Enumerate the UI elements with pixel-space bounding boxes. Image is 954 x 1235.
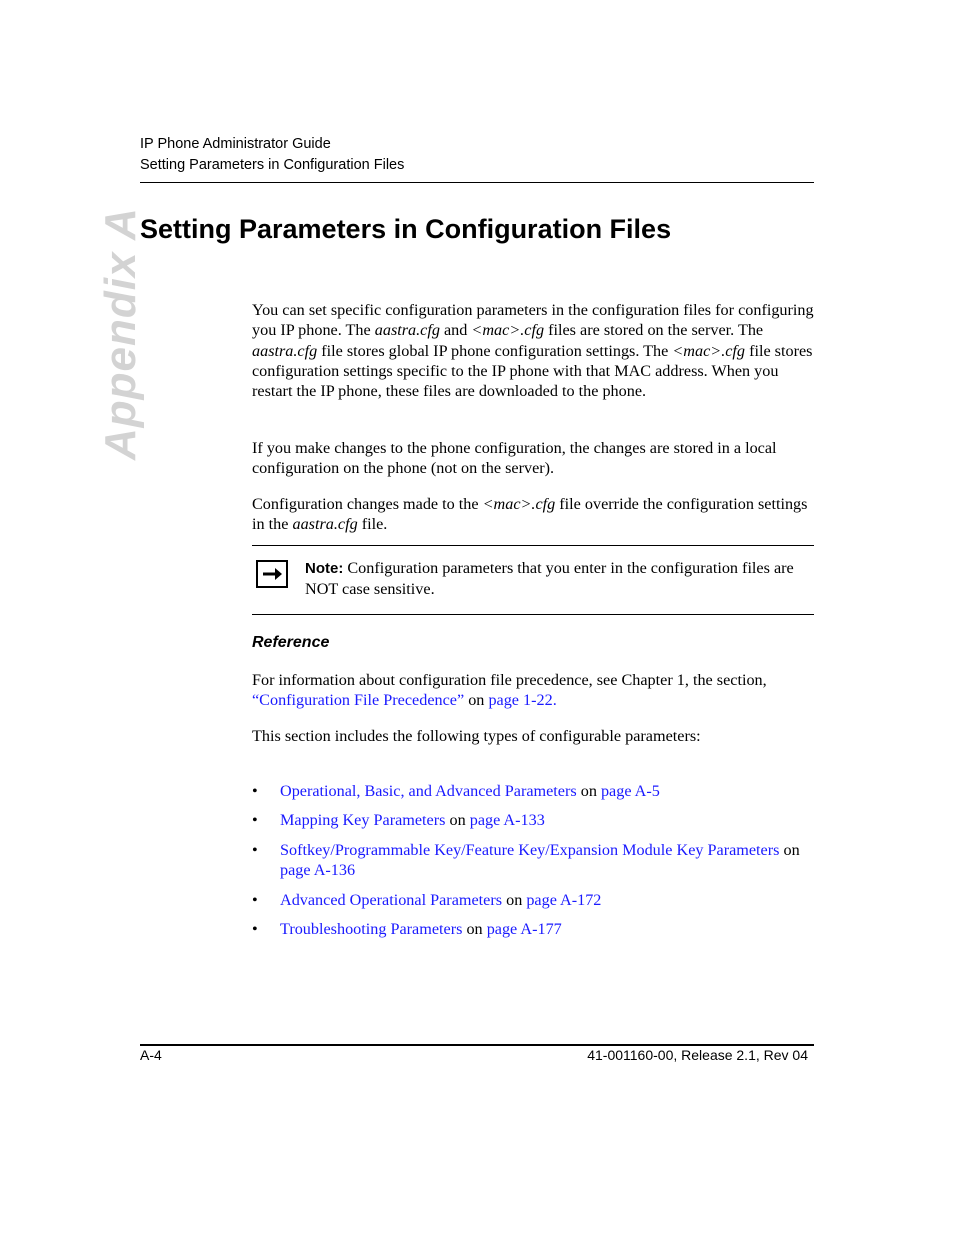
- filename: <mac>.cfg: [471, 321, 545, 340]
- changes-paragraph: If you make changes to the phone configuration, the changes are stored in a local configuration on the phone (not on the server).: [252, 439, 777, 478]
- running-header-section: Setting Parameters in Configuration Files: [140, 157, 405, 173]
- topic-link[interactable]: Operational, Basic, and Advanced Parameters: [280, 782, 577, 800]
- appendix-side-tab: Appendix A: [96, 207, 145, 460]
- note-box: [305, 558, 813, 600]
- topic-link[interactable]: Softkey/Programmable Key/Feature Key/Expansion Module Key Parameters: [280, 840, 780, 859]
- topic-link[interactable]: Advanced Operational Parameters: [280, 890, 503, 909]
- topic-link[interactable]: Troubleshooting Parameters: [280, 920, 463, 939]
- topic-link[interactable]: Mapping Key Parameters: [280, 811, 446, 830]
- page-link[interactable]: page A-5: [600, 782, 660, 800]
- intro-paragraph: [252, 300, 814, 401]
- list-item: [252, 890, 814, 910]
- bullet-marker: •: [252, 890, 258, 909]
- note-bottom-rule: [252, 614, 814, 615]
- intro-text: files are stored on the server. The: [544, 321, 764, 340]
- arrow-right-icon: [256, 560, 288, 588]
- filename: <mac>.cfg: [672, 341, 746, 360]
- section-intro-paragraph: This section includes the following types of configurable parameters:: [252, 727, 701, 745]
- running-header-title: IP Phone Administrator Guide: [140, 136, 331, 152]
- list-text: on: [779, 840, 800, 859]
- reference-heading: Reference: [252, 634, 330, 651]
- filename: aastra.cfg: [374, 321, 440, 340]
- config-precedence-link[interactable]: “Configuration File Precedence”: [252, 691, 465, 710]
- note-top-rule: [252, 545, 814, 546]
- bullet-marker: •: [252, 811, 258, 830]
- bullet-marker: •: [252, 840, 258, 859]
- page-link[interactable]: page A-177: [486, 920, 562, 939]
- override-text: file override the configuration settings in the: [252, 495, 808, 534]
- page-link[interactable]: page A-172: [526, 890, 602, 909]
- page-link[interactable]: page A-136: [280, 861, 356, 880]
- reference-text: on: [464, 691, 489, 710]
- list-text: on: [462, 920, 487, 939]
- filename: aastra.cfg: [252, 341, 318, 360]
- list-item: [252, 840, 814, 881]
- list-text: on: [445, 811, 470, 830]
- document-id: 41-001160-00, Release 2.1, Rev 04: [587, 1047, 808, 1063]
- header-divider: [140, 182, 814, 183]
- reference-paragraph: [252, 670, 814, 711]
- bullet-marker: •: [252, 782, 258, 800]
- list-item: [252, 919, 814, 939]
- override-text: Configuration changes made to the: [252, 495, 483, 513]
- override-text: file.: [357, 515, 388, 534]
- list-item: [252, 810, 814, 830]
- list-item: [252, 781, 814, 801]
- page-number: A-4: [140, 1047, 162, 1063]
- note-text: Configuration parameters that you enter in the configuration files are NOT case sensitive.: [305, 559, 794, 599]
- intro-text: file stores configuration settings specific to the IP phone with that MAC address. When you restart the IP phone, these files are downloaded to the phone.: [252, 341, 813, 401]
- bullet-marker: •: [252, 920, 258, 939]
- filename: <mac>.cfg: [482, 495, 556, 513]
- page-link[interactable]: page 1-22.: [488, 691, 557, 710]
- intro-text: and: [439, 321, 472, 340]
- page-link[interactable]: page A-133: [469, 811, 545, 830]
- list-text: on: [576, 782, 601, 800]
- list-text: on: [502, 890, 527, 909]
- intro-text: file stores global IP phone configuration settings. The: [317, 341, 673, 360]
- intro-text: You can set specific configuration parameters in the configuration files for configuring you IP phone. The: [252, 301, 814, 340]
- parameter-type-list: [252, 781, 814, 949]
- note-label: Note:: [305, 560, 344, 577]
- page-title: Setting Parameters in Configuration Files: [140, 214, 672, 244]
- filename: aastra.cfg: [292, 515, 358, 534]
- reference-text: For information about configuration file precedence, see Chapter 1, the section,: [252, 671, 767, 689]
- override-paragraph: [252, 494, 814, 535]
- footer-divider: [140, 1044, 814, 1046]
